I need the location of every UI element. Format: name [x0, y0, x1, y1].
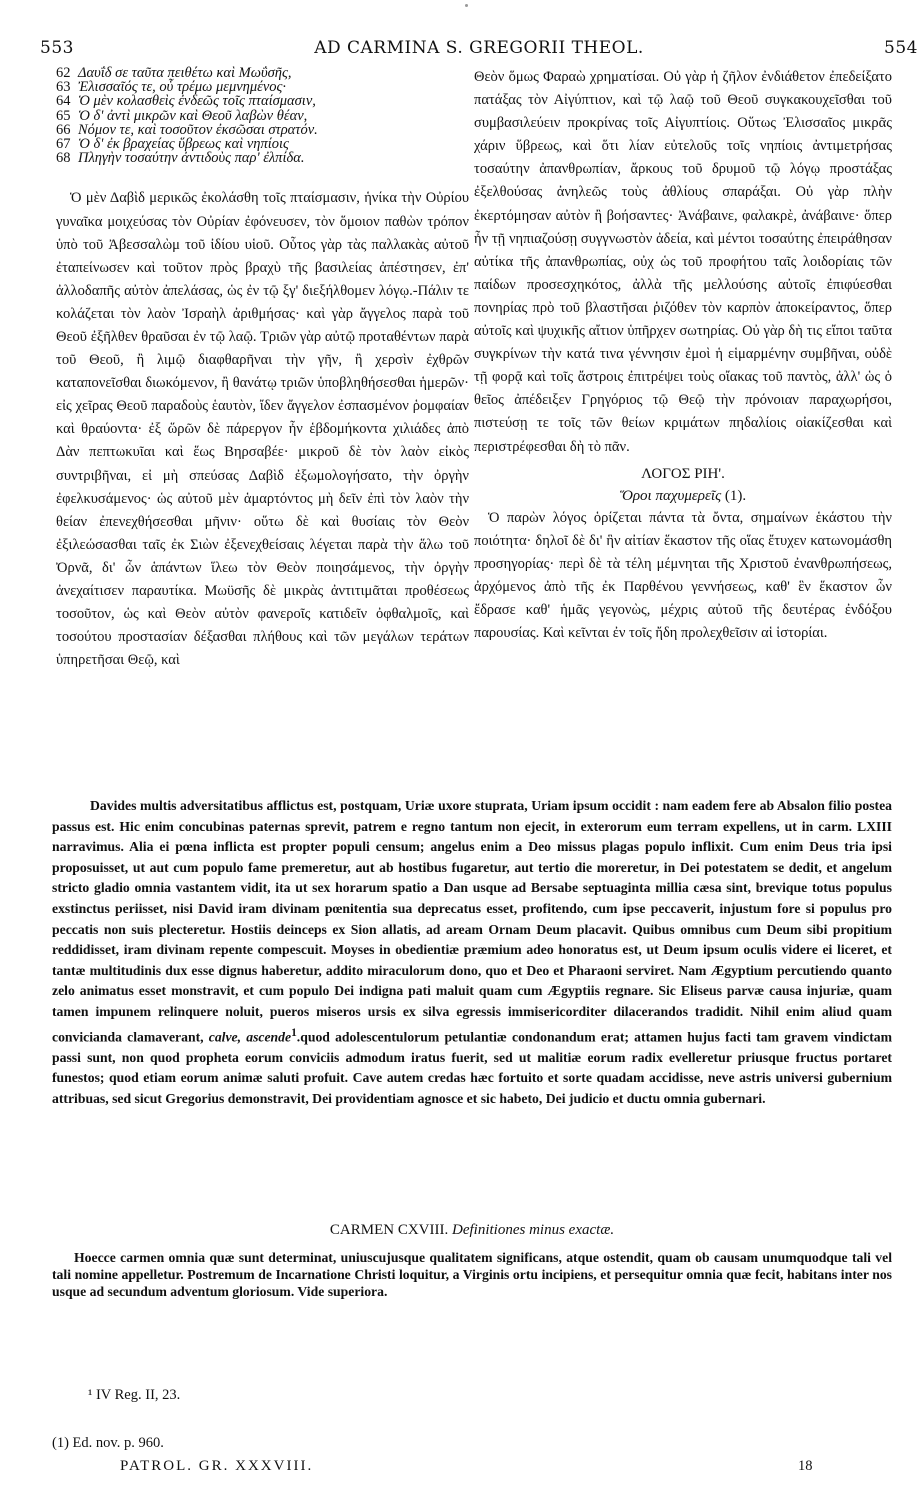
right-page-number: 554 [884, 38, 918, 58]
left-column [56, 66, 469, 672]
verse-list [56, 66, 469, 165]
section-subtitle: Ὅροι παχυμερεῖς (1). [619, 487, 747, 504]
page-header [40, 38, 918, 60]
verse-line: 68 Πληγὴν τοσαύτην ἀντιδοὺς παρ' ἐλπίδα. [56, 150, 305, 167]
latin-translation: Davides multis adversitatibus afflictus est, postquam, Uriæ uxore stuprata, Uriam ipsum occidit : nam eadem fere ab Absalon filio postea passus est. Hic enim concubinas paternas sprevit, patrem e regno tantum non ejecit, in exterorum eum terram expellens, ut in carm. LXIII narravimus. Alia ei pœna inflicta est propter populi censum; angelus enim a Deo missus plagas populo inflixit. Cum enim Deus tria ipsi proposuisset, ut aut cum populo fame premeretur, aut ab hostibus fugaretur, aut tertio die moreretur, in Dei potestatem se dedit, et angelum stricto gladio omnia vastantem vidit, ita ut sex horarum spatio a Dan usque ad Bersabe septuaginta millia cæsa sint, brevique totus populus exstinctus periisset, nisi David iram divinam pœnitentia sua deprecatus esset, profitendo, cum ipse peccaverit, injustum fore si populus pro peccatis non suis plecteretur. Hostiis deinceps ex Sion allatis, ad aream Ornam Deum placavit. Quibus omnibus cum Deum sibi propitium reddidisset, iram divinam repente compescuit. Moyses in obedientiæ præmium adeo honoratus est, ut Deum ipsum oculis videre ei liceret, et tantæ multitudinis dux esse dignus haberetur, addito miraculorum dono, quo et Deo et Pharaoni serviret. Nam Ægyptium percutiendo quanto zelo animatus esset monstravit, et cum populo Dei indigna pati maluit quam cum Ægyptiis regnare. Sic Eliseus parvæ causa injuriæ, quam tamen impunem relinquere noluit, pueros miseros ursis ex silva egressis immisericorditer dilacerandos tradidit. Nihil enim aliud quam convicianda clamaverant, calve, ascende$^1$.quod adolescentulorum petulantiæ condonandum erat; attamen hujus facti tam gravem vindictam passi sunt, non quod propheta eorum conviciis admodum iratus fuerit, sed ut malitiæ eorum radix evelleretur priusque fructus portaret funestos; quod etiam eorum animæ saluti profuit. Cave autem credas hæc fortuito et sorte quadam accidisse, neve astris universi gubernium attribuas, sed sicut Gregorius demonstravit, Dei providentiam agnosce et sic habeto, Dei judicio et ductu omnia gubernari. [52, 798, 892, 1106]
verse-line: 62 Δαυΐδ σε ταῦτα πειθέτω καὶ Μωΰσῆς, [56, 65, 292, 81]
left-page-number: 553 [40, 38, 74, 58]
greek-commentary-left: Ὁ μὲν Δαβὶδ μερικῶς ἐκολάσθη τοῖς πταίσμασιν, ἡνίκα τὴν Οὐρίου γυναῖκα μοιχεύσας τὸν Οὐρίαν ἐφόνευσεν, τὸν ὅμοιον παθὼν τρόπον ὑπὸ τοῦ Ἀβεσσαλὼμ τοῦ ἰδίου υἱοῦ. Οὗτος γὰρ τὰς παλλακὰς αὐτοῦ ἐταπείνωσεν καὶ τοῦτον πρὸς βραχὺ τῆς βασιλείας ἀπέστησεν, ἐπ' ἀλλοδαπῆς αὐτὸν ἀπελάσας, ὡς ἐν τῷ ξγ' διεξήλθομεν λόγῳ.-Πάλιν τε κολάζεται τὸν λαὸν Ἰσραὴλ ἀριθμήσας· καὶ γὰρ ἄγγελος παρὰ τοῦ Θεοῦ ἐξῆλθεν θραῦσαι ἐν τῷ λαῷ. Τριῶν γὰρ αὐτῷ προταθέντων παρὰ τοῦ Θεοῦ, ἢ λιμῷ διαφθαρῆναι τὴν γῆν, ἢ χερσὶν ἐχθρῶν καταπονεῖσθαι διωκόμενον, ἢ θανάτῳ τριῶν ὑποβληθήσεσθαι ἡμερῶν· εἰς χεῖρας Θεοῦ παραδοὺς ἑαυτὸν, ἴδεν ἄγγελον ἐσπασμένον ῥομφαίαν καὶ θραύοντα· ἐξ ὥρῶν δὲ πάρεργον ἦν ἑβδομήκοντα χιλιάδες ἀπὸ Δὰν πεπτωκυῖαι καὶ ἕως Βηρσαβέε· μικροῦ δὲ τὸν λαὸν εἰκὸς συντριβῆναι, εἰ μὴ σπεύσας Δαβὶδ ἐξωμολογήσατο, τὴν ὀργὴν ἐφελκυσάμενος· ὡς αὐτοῦ μὲν ἁμαρτόντος μὴ δεῖν ἐπὶ τὸν λαὸν τὴν θείαν ἐπενεχθήσεσθαι μῆνιν· οὕτω δὲ καὶ θυσίαις τὸν Θεὸν ἐξιλεώσασθαι ταῖς ἐκ Σιὼν ἐξενεχθείσαις λέγεται παρὰ τὴν ἅλω τοῦ Ὀρνᾶ, δι' ὧν ἁπάντων ἵλεω τὸν Θεὸν ποιησάμενος, τὴν ὀργὴν ἀνεχαίτισεν παραυτίκα. Μωϋσῆς δὲ μικρὰς ἀντιτιμᾶται προθέσεως τοσοῦτον, ὡς καὶ Θεὸν αὐτὸν φανεροῖς κατιδεῖν ὀφθαλμοῖς, καὶ τοσούτου προστασίαν δέξασθαι πλήθους καὶ τῶν μεγάλων τεράτων ὑπηρετῆσαι Θεῷ, καὶ [56, 190, 469, 669]
carmen-heading: CARMEN CXVIII. Definitiones minus exactæ. [329, 1222, 615, 1238]
greek-commentary-right: Θεὸν ὅμως Φαραὼ χρηματίσαι. Οὐ γὰρ ἡ ζῆλον ἐνδιάθετον ἐπεδείξατο πατάξας τὸν Αἰγύπτιον, καὶ τῷ λαῷ τοῦ Θεοῦ συγκακουχεῖσθαι τοῦ συμβασιλεύειν προκρίνας τοῖς Αἰγυπτίοις. Οὕτως Ἐλισσαῖος μικρᾶς χάριν ὕβρεως, καὶ ὅτι λίαν εὐτελοῦς τοῖς νηπίοις ἀντιμετρήσας τοσαύτην ἀπανθρωπίαν, ἄρκους τοῦ δρυμοῦ τῷ λόγῳ προστάξας ἐξελθούσας ἀνηλεῶς τοὺς ἀθλίους σπαράξαι. Οὐ γὰρ πλὴν ἐκερτόμησαν αὐτὸν ἢ βοήσαντες· Ἀνάβαινε, φαλακρὲ, ἀνάβαινε· ὅπερ ἦν τῇ νηπιαζούσῃ συγγνωστὸν ἀδεία, καὶ μέντοι τοσαύτης ἐπειράθησαν αὐτίκα τῆς ἀπανθρωπίας, οὐχ ὡς τοῦ προφήτου ταῖς λοιδορίαις τῶν παίδων προσεσχηκότος, ἀλλὰ τῆς μελλούσης αὐτοῖς ἐπιφύεσθαι πονηρίας πρὸ τοῦ βλαστῆσαι ῥιζόθεν τὸν καρπὸν ἀποκείραντος, ὅπερ αὐτοῖς καὶ ψυχικῆς αἴτιον ὑπῆρχεν σωτηρίας. Οὐ γὰρ δὴ τις εἴποι ταῦτα συγκρίνων τὴν κατά τινα γέννησιν ἐμοὶ ἡ εἱμαρμένην συμβῆναι, οὐδὲ τῇ φορᾷ καὶ τοῖς ἄστροις ἐπιτρέψει τοὺς οἴακας τοῦ παντὸς, ἀλλ' ὡς ὁ θεῖος ἀπέδειξεν Γρηγόριος τῷ Θεῷ τὴν πρόνοιαν παραχωρήσοι, πιστεύσῃ τε τοῖς τῶν θείων κριμάτων πηδαλίοις οἰακίζεσθαι καὶ περιστρέφεσθαι δὴ τὸ πᾶν. [474, 69, 892, 455]
latin-argument: Hoecce carmen omnia quæ sunt determinat, uniuscujusque qualitatem significans, atque ostendit, quam ob causam unumquodque tali vel tali nomine appelletur. Postremum de Incarnatione Christi loquitur, a Virginis ortu incipiens, et persequitur omnia quæ fecit, habitans inter nos usque ad secundum adventum gloriosum. Vide superiora. [52, 1250, 892, 1299]
verse-line: 65 Ὁ δ' ἀντὶ μικρῶν καὶ Θεοῦ λαβὼν θέαν, [56, 107, 308, 124]
right-column [474, 66, 892, 645]
greek-argument: Ὁ παρὼν λόγος ὁρίζεται πάντα τὰ ὄντα, σημαίνων ἑκάστου τὴν ποιότητα· δηλοῖ δὲ δι' ἣν αἰτίαν ἕκαστον τῆς οἵας ἔτυχεν κατωνομάσθη προσηγορίας· περὶ δὲ τὰ τέλη μέμνηται τῆς Χριστοῦ ἐνανθρωπήσεως, ἀρχόμενος ἀπὸ τῆς ἐκ Παρθένου γεννήσεως, καθ' ἓν ἕκαστον ὧν ἔδρασε καθ' ἡμᾶς γεγονὼς, μέχρις αὐτοῦ τῆς δευτέρας ἐνδόξου παρουσίας. Καὶ κεῖνται ἐν τοῖς ἤδη προλεχθεῖσιν αἱ ἱστορίαι. [474, 509, 892, 642]
section-title: ΛΟΓΟΣ ΡΙΗ'. [641, 465, 725, 482]
footer-series: PATROL. GR. XXXVIII. [120, 1458, 314, 1474]
verse-line: 63 Ἐλισσαῖός τε, οὗ τρέμω μεμνημένος· [56, 79, 287, 96]
verse-line: 64 Ὁ μὲν κολασθεὶς ἐνδεῶς τοῖς πταίσμασιν, [56, 93, 316, 110]
verse-line: 67 Ὁ δ' ἐκ βραχείας ὕβρεως καὶ νηπίοις [56, 136, 289, 153]
footer-signature: 18 [798, 1458, 813, 1474]
speck [465, 4, 468, 7]
footnote-edition: (1) Ed. nov. p. 960. [52, 1435, 164, 1451]
footnote-scripture: ¹ IV Reg. II, 23. [88, 1387, 181, 1403]
running-title: AD CARMINA S. GREGORII THEOL. [314, 38, 644, 58]
verse-line: 66 Νόμον τε, καὶ τοσοῦτον ἐκσῶσαι στρατόν. [56, 121, 318, 138]
